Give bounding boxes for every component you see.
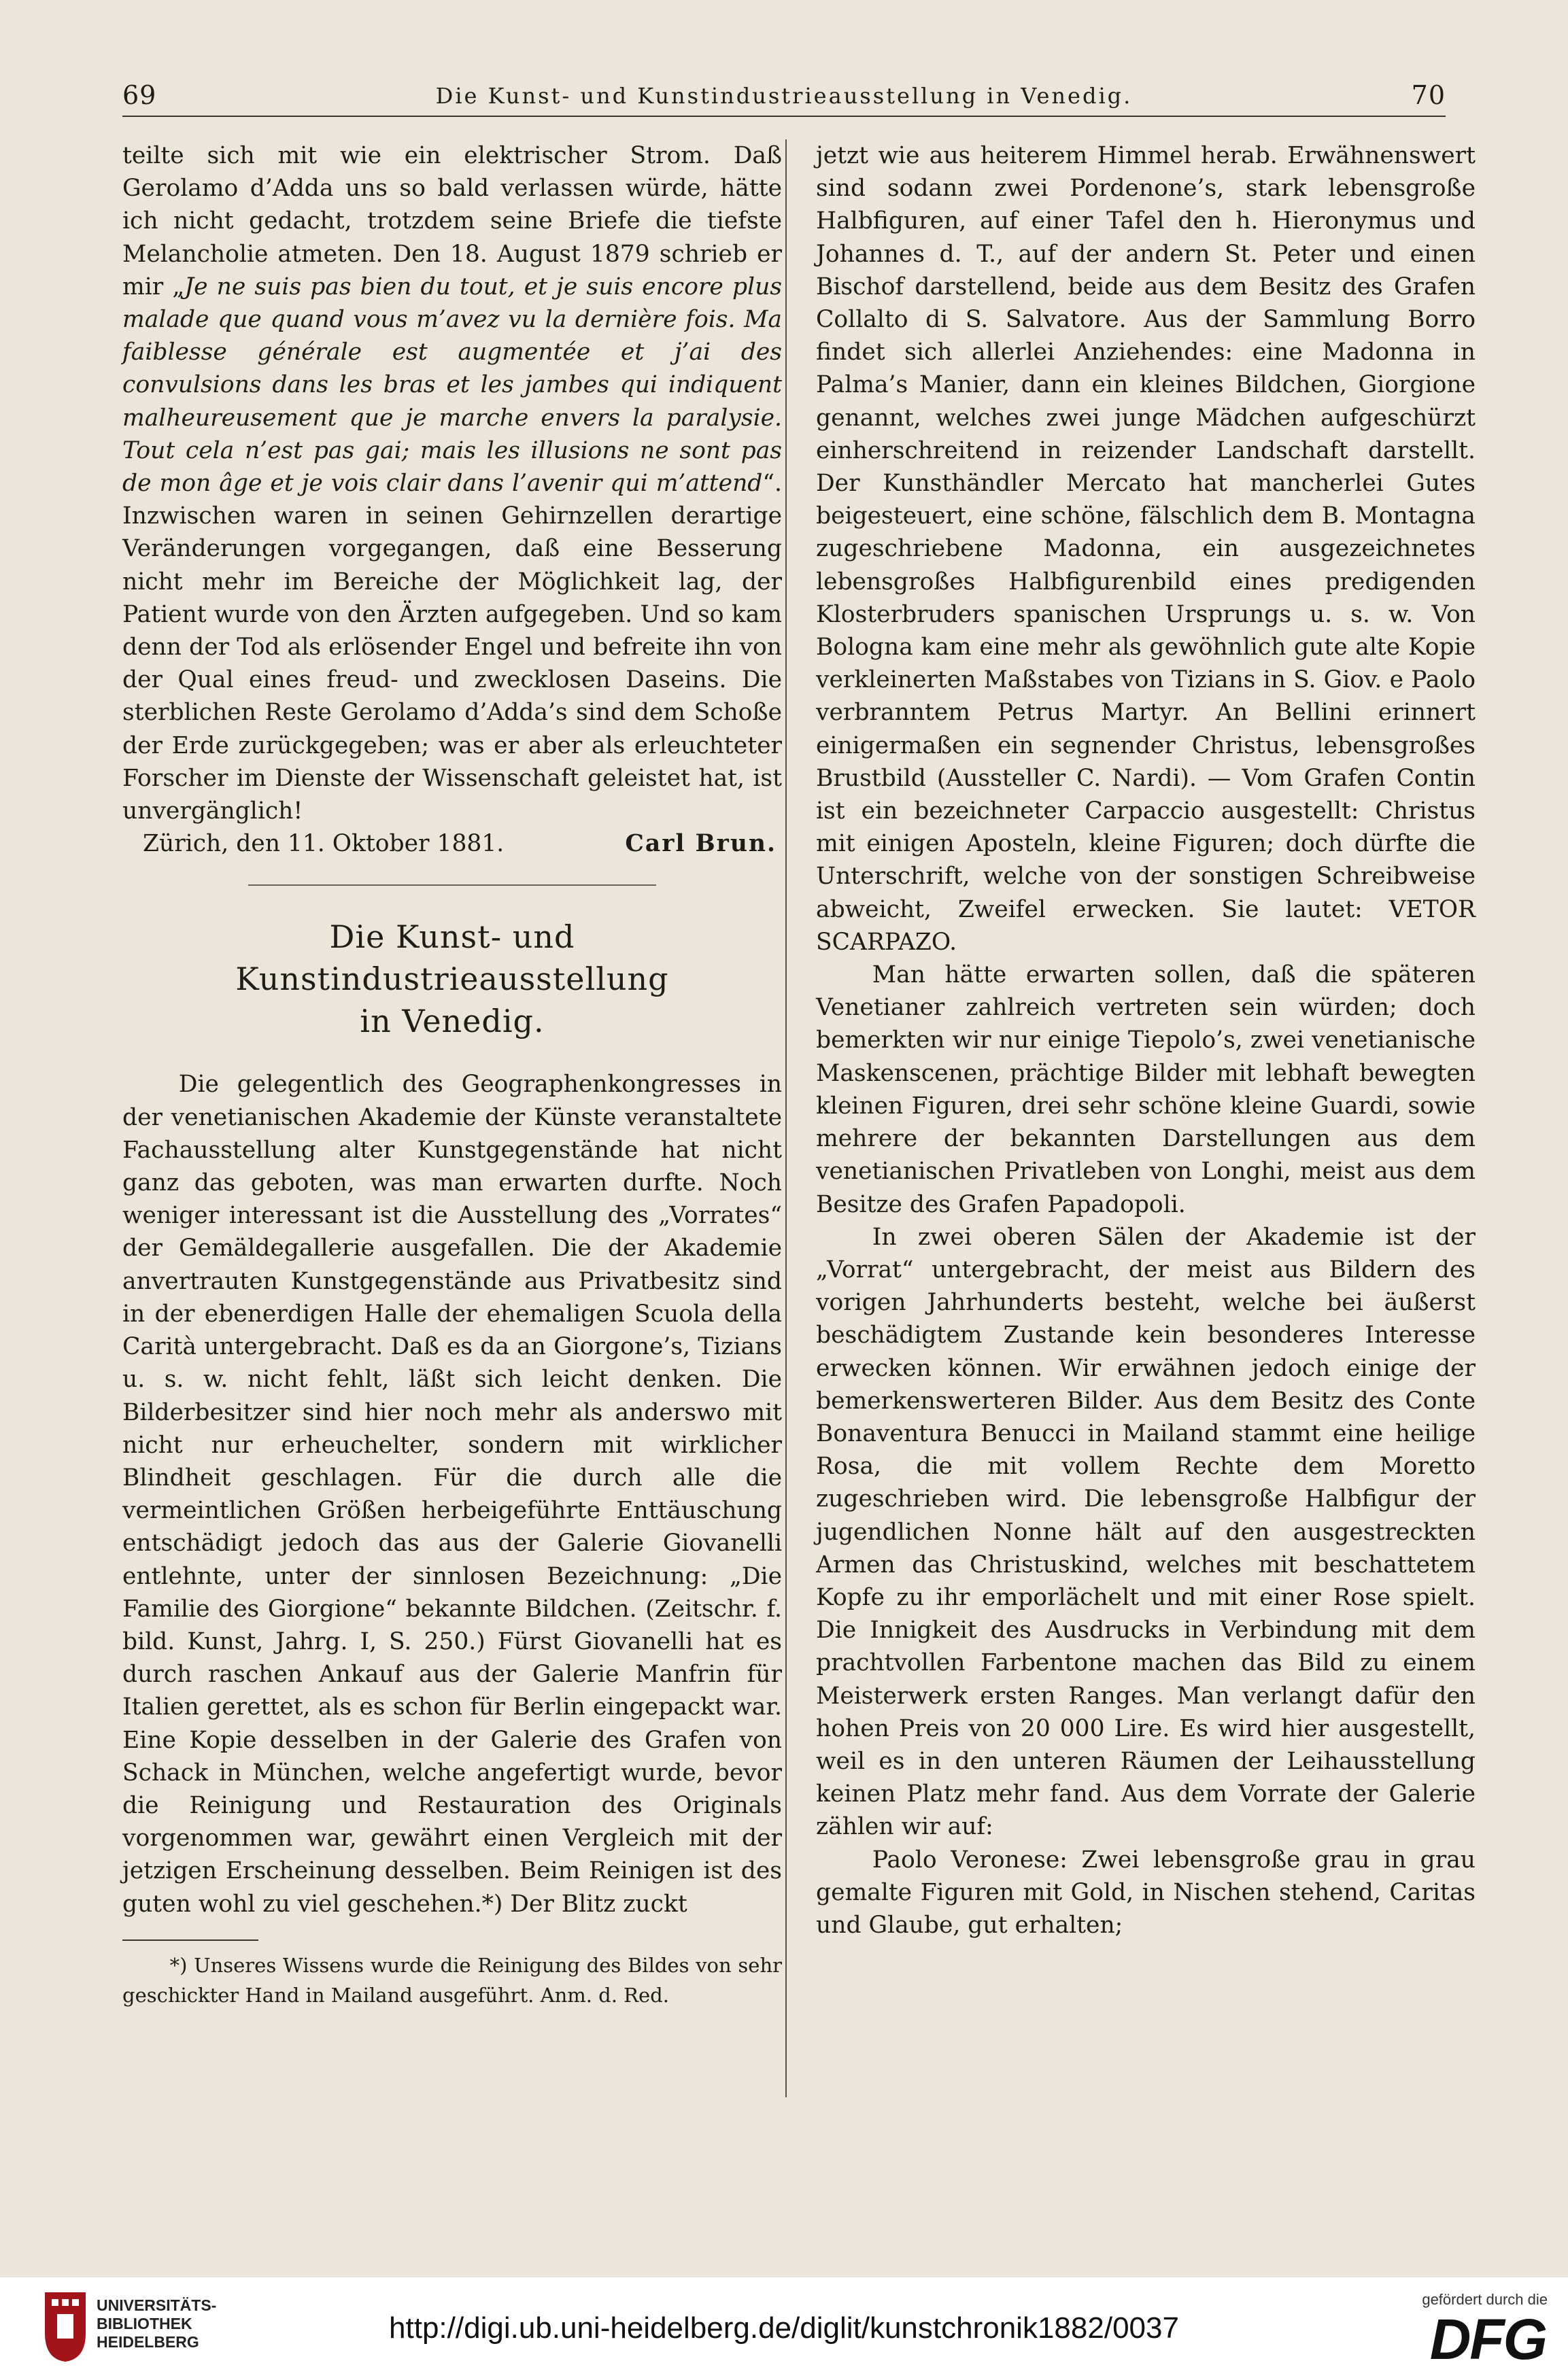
paragraph: In zwei oberen Sälen der Akademie ist der „Vorrat“ untergebracht, der meist aus Bildern des vorigen Jahrhunderts besteht, welche bei äußerst beschädigtem Zustande kein besonderes Interesse erwecken können. Wir erwähnen jedoch einige der bemerkenswerteren Bilder. Aus dem Besitz des Conte Bonaventura Benucci in Mailand stammt eine heilige Rosa, die mit vollem Rechte dem Moretto zugeschrieben wird. Die lebensgroße Halbfigur der jugendlichen Nonne hält auf den ausgestreckten Armen das Christuskind, welches mit beschattetem Kopfe zu ihr emporlächelt und mit einer Rose spielt. Die Innigkeit des Ausdrucks in Verbindung mit dem prachtvollen Farbentone machen das Bild zu einem Meisterwerk ersten Ranges. Man verlangt dafür den hohen Preis von 20 000 Lire. Es wird hier ausgestellt, weil es in den unteren Räumen der Leihausstellung keinen Platz mehr fand. Aus dem Vorrate der Galerie zählen wir auf: bbox=[816, 1223, 1476, 1841]
dateline: Zürich, den 11. Oktober 1881. bbox=[143, 830, 505, 858]
paragraph: jetzt wie aus heiterem Himmel herab. Erwähnenswert sind sodann zwei Pordenone’s, stark lebensgroße Halbfiguren, auf einer Tafel den h. Hieronymus und Johannes d. T., auf der andern St. Peter und einen Bischof darstellend, beide aus dem Besitz des Grafen Collalto di S. Salvatore. Aus der Sammlung Borro findet sich allerlei Anziehendes: eine Madonna in Palma’s Manier, dann ein kleines Bildchen, Giorgione genannt, welches zwei junge Mädchen aufgeschürzt einherschreitend in reizender Landschaft darstellt. Der Kunsthändler Mercato hat mancherlei Gutes beigesteuert, eine schöne, fälschlich dem B. Montagna zugeschriebene Madonna, ein ausgezeichnetes lebensgroßes Halbfigurenbild eines predigenden Klosterbruders spanischen Ursprungs u. s. w. Von Bologna kam eine mehr als gewöhnlich gute alte Kopie verkleinerten Maßstabes von Tizians in S. Giov. e Paolo verbranntem Petrus Martyr. An Bellini erinnert einigermaßen ein segnender Christus, lebensgroßes Brustbild (Aussteller C. Nardi). — Vom Grafen Contin ist ein bezeichneter Carpaccio ausgestellt: Christus mit einigen Aposteln, kleine Figuren; doch dürfte die Unterschrift, welche von der sonstigen Schreibweise abweicht, Zweifel erwecken. Sie lautet: VETOR SCARPAZO. bbox=[816, 142, 1476, 956]
footnote-rule bbox=[122, 1939, 258, 1941]
library-name-line: UNIVERSITÄTS- bbox=[97, 2296, 217, 2314]
permalink[interactable]: http://digi.ub.uni-heidelberg.de/diglit/kunstchronik1882/0037 bbox=[389, 2311, 1179, 2345]
left-column bbox=[122, 139, 782, 2010]
digitization-footer bbox=[0, 2277, 1568, 2380]
paragraph: Paolo Veronese: Zwei lebensgroße grau in grau gemalte Figuren mit Gold, in Nischen stehend, Caritas und Glaube, gut erhalten; bbox=[816, 1846, 1476, 1939]
section-divider bbox=[248, 884, 656, 886]
footnote: *) Unseres Wissens wurde die Reinigung des Bildes von sehr geschickter Hand in Mailand ausgeführt. Anm. d. Red. bbox=[122, 1953, 782, 2007]
paragraph: Man hätte erwarten sollen, daß die späteren Venetianer zahlreich vertreten sein würden; doch bemerkten wir nur einige Tiepolo’s, zwei venetianische Maskenscenen, prächtige Bilder mit lebhaft bewegten kleinen Figuren, drei sehr schöne kleine Guardi, sowie mehrere der bekannten Darstellungen aus dem venetianischen Privatleben von Longhi, meist aus dem Besitze des Grafen Papadopoli. bbox=[816, 961, 1476, 1218]
running-header bbox=[122, 68, 1446, 117]
library-name-line: HEIDELBERG bbox=[97, 2333, 199, 2351]
page-number-right: 70 bbox=[1411, 80, 1446, 110]
running-title: Die Kunst- und Kunstindustrieausstellung in Venedig. bbox=[435, 83, 1133, 109]
french-quotation: Je ne suis pas bien du tout, et je suis encore plus malade que quand vous m’avez vu la dernière fois. Ma faiblesse générale est augmentée et j’ai des convulsions dans les bras et les jambes qui indiquent malheureusement que je marche envers la paralysie. Tout cela n’est pas gai; mais les illusions ne sont pas de mon âge et je vois clair dans l’avenir qui m’attend bbox=[122, 273, 782, 498]
letter-closing bbox=[122, 827, 782, 860]
right-column bbox=[816, 139, 1476, 1942]
dfg-logo: DFG bbox=[1429, 2307, 1546, 2371]
article-title-line: Die Kunst- und Kunstindustrieausstellung bbox=[235, 918, 669, 998]
funding-note: gefördert durch die bbox=[1422, 2291, 1548, 2308]
article-title bbox=[122, 916, 782, 1042]
text-run: teilte sich mit wie ein elektrischer Strom. Daß Gerolamo d’Adda uns so bald verlassen würde, hätte ich nicht gedacht, trotzdem seine Briefe die tiefste Melancholie atmeten. Den 18. August 1879 schrieb er mir „ bbox=[122, 142, 782, 300]
paragraph bbox=[122, 139, 782, 827]
paragraph: Die gelegentlich des Geographenkongresses in der venetianischen Akademie der Künste veranstaltete Fachausstellung alter Kunstgegenstände hat nicht ganz das geboten, was man erwarten durfte. Noch weniger interessant ist die Ausstellung des „Vorrates“ der Gemäldegallerie ausgefallen. Die der Akademie anvertrauten Kunstgegenstände aus Privatbesitz sind in der ebenerdigen Halle der ehemaligen Scuola della Carità untergebracht. Daß es da an Giorgone’s, Tizians u. s. w. nicht fehlt, läßt sich leicht denken. Die Bilderbesitzer sind hier noch mehr als anderswo mit nicht nur erheuchelter, sondern mit wirklicher Blindheit geschlagen. Für die durch alle die vermeintlichen Größen herbeigeführte Enttäuschung entschädigt jedoch das aus der Galerie Giovanelli entlehnte, unter der sinnlosen Bezeichnung: „Die Familie des Giorgione“ bekannte Bildchen. (Zeitschr. f. bild. Kunst, Jahrg. I, S. 250.) Fürst Giovanelli hat es durch raschen Ankauf aus der Galerie Manfrin für Italien gerettet, als es schon für Berlin eingepackt war. Eine Kopie desselben in der Galerie des Grafen von Schack in München, welche angefertigt wurde, bevor die Reinigung und Restauration des Originals vorgenommen war, gewährt einen Vergleich mit der jetzigen Erscheinung desselben. Beim Reinigen ist des guten wohl zu viel geschehen.*) Der Blitz zuckt bbox=[122, 1071, 782, 1918]
author-signature: Carl Brun. bbox=[625, 830, 777, 858]
library-name-line: BIBLIOTHEK bbox=[97, 2315, 192, 2332]
text-run: “. Inzwischen waren in seinen Gehirnzellen derartige Veränderungen vorgegangen, daß eine Besserung nicht mehr im Bereiche der Möglichkeit lag, der Patient wurde von den Ärzten aufgegeben. Und so kam denn der Tod als erlösender Engel und befreite ihn von der Qual eines freud- und zwecklosen Daseins. Die sterblichen Reste Gerolamo d’Adda’s sind dem Schoße der Erde zurückgegeben; was er aber als erleuchteter Forscher im Dienste der Wissenschaft geleistet hat, ist unvergänglich! bbox=[122, 470, 782, 825]
column-divider bbox=[785, 139, 787, 2097]
page-number-left: 69 bbox=[122, 80, 157, 110]
article-title-line: in Venedig. bbox=[360, 1003, 545, 1040]
